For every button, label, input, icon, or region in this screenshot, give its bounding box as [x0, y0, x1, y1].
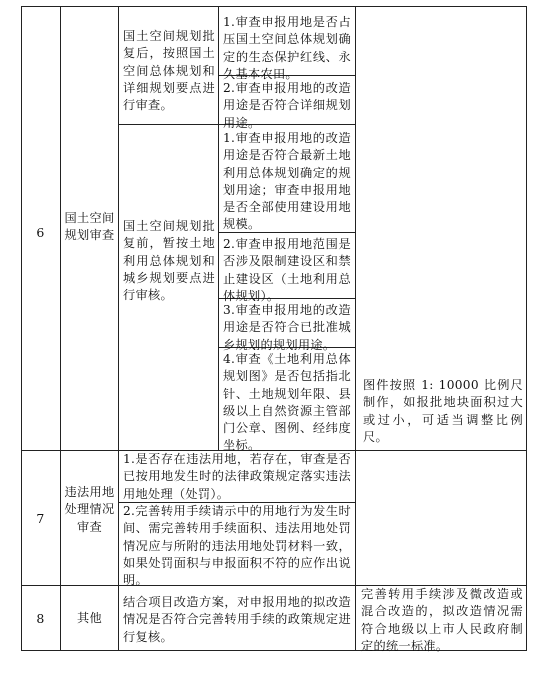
row-number: 8 [36, 611, 45, 626]
review-item: 违法用地处理情况审查 [64, 485, 115, 534]
col-divider [218, 6, 219, 450]
review-content: 结合项目改造方案，对申报用地的拟改造情况是否符合完善转用手续的政策规定进行复核。 [123, 595, 351, 644]
table-border-left [21, 6, 22, 651]
review-point: 3.审查申报用地的改造用途是否符合已批准城乡规划的规划用途。 [223, 303, 351, 352]
table-border-right [526, 6, 527, 651]
review-item: 其他 [77, 611, 102, 625]
review-point: 2.完善转用手续请示中的用地行为发生时间、需完善转用手续面积、违法用地处罚情况应与所附的违法用地处罚材料一致，如果处罚面积与申报面积不符的应作出说明。 [123, 504, 351, 588]
review-point: 2.审查申报用地的改造用途是否符合详细规划用途。 [223, 81, 351, 130]
review-item: 国土空间规划审查 [64, 211, 115, 243]
review-point: 1.是否存在违法用地，若存在，审查是否已按用地发生时的法律政策规定落实违法用地处理（处罚）。 [123, 452, 351, 501]
table-border-top [21, 6, 527, 7]
review-note: 完善转用手续涉及微改造或混合改造的，拟改造情况需符合地级以上市人民政府制定的统一标准。 [361, 587, 523, 653]
review-table [21, 6, 527, 651]
review-condition: 国土空间规划批复前，暂按土地利用总体规划和城乡规划要点进行审核。 [123, 219, 215, 303]
review-point: 1.审查申报用地是否占压国土空间总体规划确定的生态保护红线、永久基本农田。 [223, 15, 351, 81]
col-divider [355, 6, 356, 651]
review-note: 图件按照 1: 10000 比例尺制作，如报批地块面积过大或过小，可适当调整比例尺。 [363, 378, 523, 444]
review-point: 1.审查申报用地的改造用途是否符合最新土地利用总体规划确定的规划用途；审查申报用地是否全部使用建设用地规模。 [223, 131, 351, 232]
review-condition: 国土空间规划批复后，按照国土空间总体规划和详细规划要点进行审查。 [123, 29, 215, 113]
review-point: 4.审查《土地利用总体规划图》是否包括指北针、土地规划年限、县级以上自然资源主管部门公章、图例、经纬度坐标。 [223, 352, 351, 453]
review-point: 2.审查申报用地范围是否涉及限制建设区和禁止建设区（土地利用总体规划）。 [223, 237, 351, 303]
col-divider [118, 6, 119, 651]
row-number: 6 [36, 225, 45, 240]
col-divider [60, 6, 61, 651]
row-number: 7 [36, 511, 45, 526]
